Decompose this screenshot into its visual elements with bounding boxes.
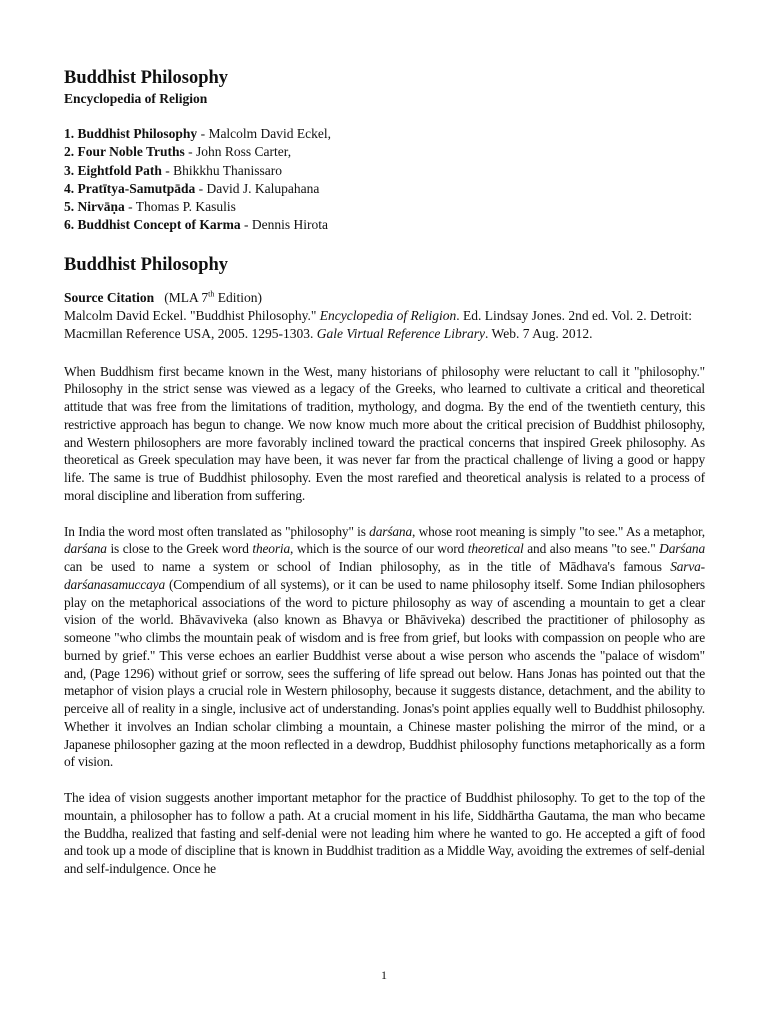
toc-author: Bhikkhu Thanissaro [173, 162, 283, 178]
toc-number: 4. [64, 180, 75, 196]
toc-title: Nirvāṇa [77, 199, 125, 215]
toc-number: 2. [64, 144, 75, 160]
toc-title: Pratītya-Samutpāda [77, 180, 196, 196]
toc-title: Eightfold Path [77, 162, 162, 178]
toc-number: 3. [64, 162, 75, 178]
document-title: Buddhist Philosophy [64, 68, 229, 88]
page-content [64, 66, 705, 896]
toc-item: 3. Eightfold Path - Bhikkhu Thanissaro [64, 162, 283, 178]
source-citation [64, 289, 705, 344]
toc-author: David J. Kalupahana [206, 180, 320, 196]
toc-title: Four Noble Truths [77, 144, 185, 160]
toc-item: 2. Four Noble Truths - John Ross Carter, [64, 144, 292, 160]
citation-text: Malcolm David Eckel. "Buddhist Philosophy." Encyclopedia of Religion. Ed. Lindsay Jones. 2nd ed. Vol. 2. Detroit: Macmillan Reference USA, 2005. 1295-1303. Gale Virtual Reference Library. Web. 7 Aug. 2012. [64, 308, 692, 342]
body-paragraph: The idea of vision suggests another important metaphor for the practice of Buddhist philosophy. To get to the top of the mountain, a philosopher has to follow a path. At a crucial moment in his life, Siddhārtha Gautama, the man who became the Buddha, realized that fasting and self-denial were not leading him where he wanted to go. He accepted a gift of food and took up a mode of discipline that is known in Buddhist tradition as a Middle Way, avoiding the extremes of self-denial and self-indulgence. Once he [64, 790, 705, 877]
edition-note: (MLA 7th Edition) [164, 289, 262, 305]
toc-number: 5. [64, 199, 75, 215]
toc-number: 1. [64, 126, 75, 141]
toc-title: Buddhist Concept of Karma [77, 217, 241, 233]
toc-item: 4. Pratītya-Samutpāda - David J. Kalupahana [64, 180, 320, 196]
body-paragraph: When Buddhism first became known in the West, many historians of philosophy were reluctant to call it "philosophy." Philosophy in the strict sense was viewed as a legacy of the Greeks, who learned to cultivate a critical and theoretical attitude that was free from the limitations of tradition, mythology, and dogma. By the end of the twentieth century, this restrictive approach has begun to change. We now know much more about the critical precision of Buddhist philosophy, and Western philosophers are more favorably inclined toward the practical concerns that inspired Greek philosophy. As theoretical as Greek speculation may have been, it was never far from the practical challenge of living a good or happy life. The same is true of Buddhist philosophy. Even the most rarefied and theoretical analysis is related to a process of moral discipline and liberation from suffering. [64, 363, 705, 503]
source-citation-label: Source Citation [64, 289, 155, 305]
toc-author: John Ross Carter, [196, 144, 292, 160]
toc-item: 1. Buddhist Philosophy - Malcolm David Eckel, [64, 126, 332, 141]
toc-number: 6. [64, 217, 75, 233]
toc-item: 6. Buddhist Concept of Karma - Dennis Hirota [64, 217, 328, 233]
toc-title: Buddhist Philosophy [77, 126, 198, 141]
table-of-contents [64, 125, 705, 235]
section-title: Buddhist Philosophy [64, 254, 229, 275]
toc-item: 5. Nirvāṇa - Thomas P. Kasulis [64, 199, 236, 215]
body-paragraph: In India the word most often translated as "philosophy" is darśana, whose root meaning is simply "to see." As a metaphor, darśana is close to the Greek word theoria, which is the source of our word theoretical and also means "to see." Darśana can be used to name a system or school of Indian philosophy, as in the title of Mādhava's famous Sarva-darśanasamuccaya (Compendium of all systems), or it can be used to name philosophy itself. Some Indian philosophers play on the metaphorical associations of the word to picture philosophy as way of ascending a mountain to get a clear vision of the world. Bhāvaviveka (also known as Bhavya or Bhāviveka) described the practitioner of philosophy as someone "who climbs the mountain peak of wisdom and is free from grief, but looks with compassion on people who are burned by grief." This verse echoes an earlier Buddhist verse about a wise person who ascends the "palace of wisdom" and, (Page 1296) without grief or sorrow, sees the suffering of life spread out below. Hans Jonas has pointed out that the metaphor of vision plays a crucial role in Western philosophy, because it suggests distance, detachment, and the ability to perceive all of reality in a single, inclusive act of understanding. Jonas's point applies equally well to Buddhist philosophy. Whether it involves an Indian scholar climbing a mountain, a Chinese master polishing the mirror of the mind, or a Japanese philosopher gazing at the moon reflected in a dewdrop, Buddhist philosophy functions metaphorically as a form of vision. [64, 523, 705, 770]
page-number: 1 [381, 968, 387, 982]
toc-author: Dennis Hirota [251, 217, 328, 233]
toc-author: Malcolm David Eckel, [208, 126, 332, 141]
toc-author: Thomas P. Kasulis [135, 199, 236, 215]
document-subtitle: Encyclopedia of Religion [64, 91, 208, 106]
